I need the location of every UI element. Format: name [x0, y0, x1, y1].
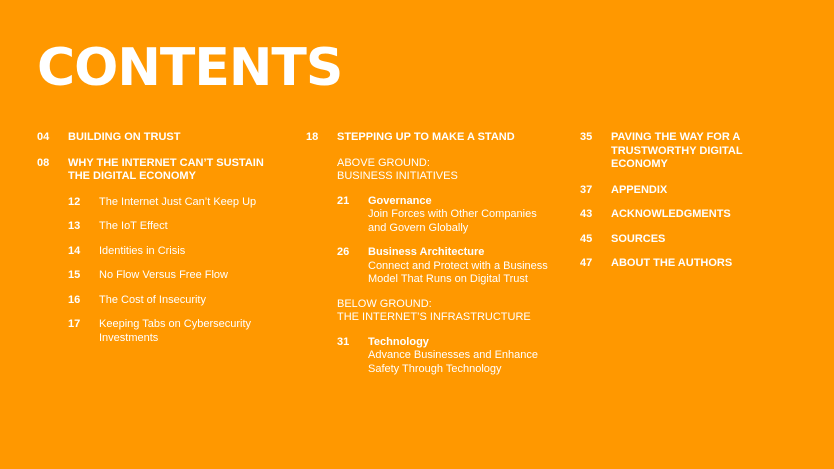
entry-description: Advance Businesses and Enhance Safety Through Technology — [368, 349, 539, 375]
toc-entry[interactable] — [306, 131, 556, 145]
entry-title: The Cost of Insecurity — [99, 293, 206, 306]
page-number: 31 — [337, 335, 350, 348]
section-heading-line: BELOW GROUND: — [337, 297, 432, 310]
entry-title: APPENDIX — [611, 183, 668, 196]
entry-title: Keeping Tabs on Cybersecurity Investments — [99, 318, 252, 344]
toc-subentry[interactable] — [337, 195, 556, 236]
section-heading-line: BUSINESS INITIATIVES — [337, 170, 458, 182]
toc-subentry[interactable] — [68, 220, 287, 234]
section-heading-below — [337, 298, 556, 325]
page-number: 21 — [337, 194, 350, 207]
toc-entry[interactable] — [580, 208, 800, 222]
entry-title: SOURCES — [611, 232, 666, 245]
page-number: 37 — [580, 183, 593, 196]
page-number: 43 — [580, 208, 593, 220]
entry-title: WHY THE INTERNET CAN’T SUSTAIN THE DIGITAL ECONOMY — [68, 156, 264, 182]
toc-entry[interactable] — [580, 233, 800, 247]
toc-subentry[interactable] — [68, 269, 287, 283]
page-number: 47 — [580, 257, 593, 269]
page-number: 13 — [68, 220, 81, 232]
section-heading-line: THE INTERNET’S INFRASTRUCTURE — [337, 311, 531, 323]
entry-title: PAVING THE WAY FOR A TRUSTWORTHY DIGITAL ECONOMY — [611, 131, 743, 170]
toc-subentry[interactable] — [68, 294, 287, 308]
page-number: 26 — [337, 246, 350, 258]
entry-title: Technology — [368, 335, 429, 348]
contents-column-3 — [580, 131, 800, 271]
entry-description: Connect and Protect with a Business Model That Runs on Digital Trust — [368, 259, 548, 285]
page-number: 04 — [37, 131, 50, 143]
section-heading-line: ABOVE GROUND: — [337, 156, 430, 169]
toc-entry[interactable] — [580, 257, 800, 271]
section-heading-above — [337, 157, 556, 184]
page-number: 18 — [306, 131, 319, 143]
contents-column-2 — [306, 131, 556, 376]
toc-entry[interactable] — [37, 157, 287, 184]
page-number: 17 — [68, 318, 81, 330]
page-number: 12 — [68, 195, 81, 208]
toc-entry[interactable] — [580, 184, 800, 198]
toc-subentry[interactable] — [68, 318, 287, 345]
entry-title: No Flow Versus Free Flow — [99, 269, 228, 281]
page-number: 08 — [37, 156, 50, 169]
entry-title: ABOUT THE AUTHORS — [611, 257, 733, 269]
page-number: 16 — [68, 293, 81, 306]
page-number: 45 — [580, 232, 593, 245]
entry-title: ACKNOWLEDGMENTS — [611, 208, 731, 220]
page-number: 14 — [68, 244, 81, 257]
entry-title: Identities in Crisis — [99, 244, 186, 257]
toc-entry[interactable] — [37, 131, 287, 145]
entry-title: Governance — [368, 194, 432, 207]
toc-entry[interactable] — [580, 131, 800, 172]
toc-subentry[interactable] — [337, 336, 556, 377]
entry-title: The IoT Effect — [99, 220, 168, 232]
toc-subentry[interactable] — [337, 246, 556, 287]
toc-subentry[interactable] — [68, 245, 287, 259]
contents-column-1 — [37, 131, 287, 345]
entry-title: The Internet Just Can’t Keep Up — [99, 195, 257, 208]
page-number: 15 — [68, 269, 81, 281]
page-title: CONTENTS — [37, 38, 343, 98]
entry-title: Business Architecture — [368, 246, 485, 258]
page-number: 35 — [580, 131, 593, 143]
toc-subentry[interactable] — [68, 196, 287, 210]
entry-title: STEPPING UP TO MAKE A STAND — [337, 131, 515, 143]
entry-title: BUILDING ON TRUST — [68, 131, 181, 143]
entry-description: Join Forces with Other Companies and Govern Globally — [368, 208, 537, 234]
